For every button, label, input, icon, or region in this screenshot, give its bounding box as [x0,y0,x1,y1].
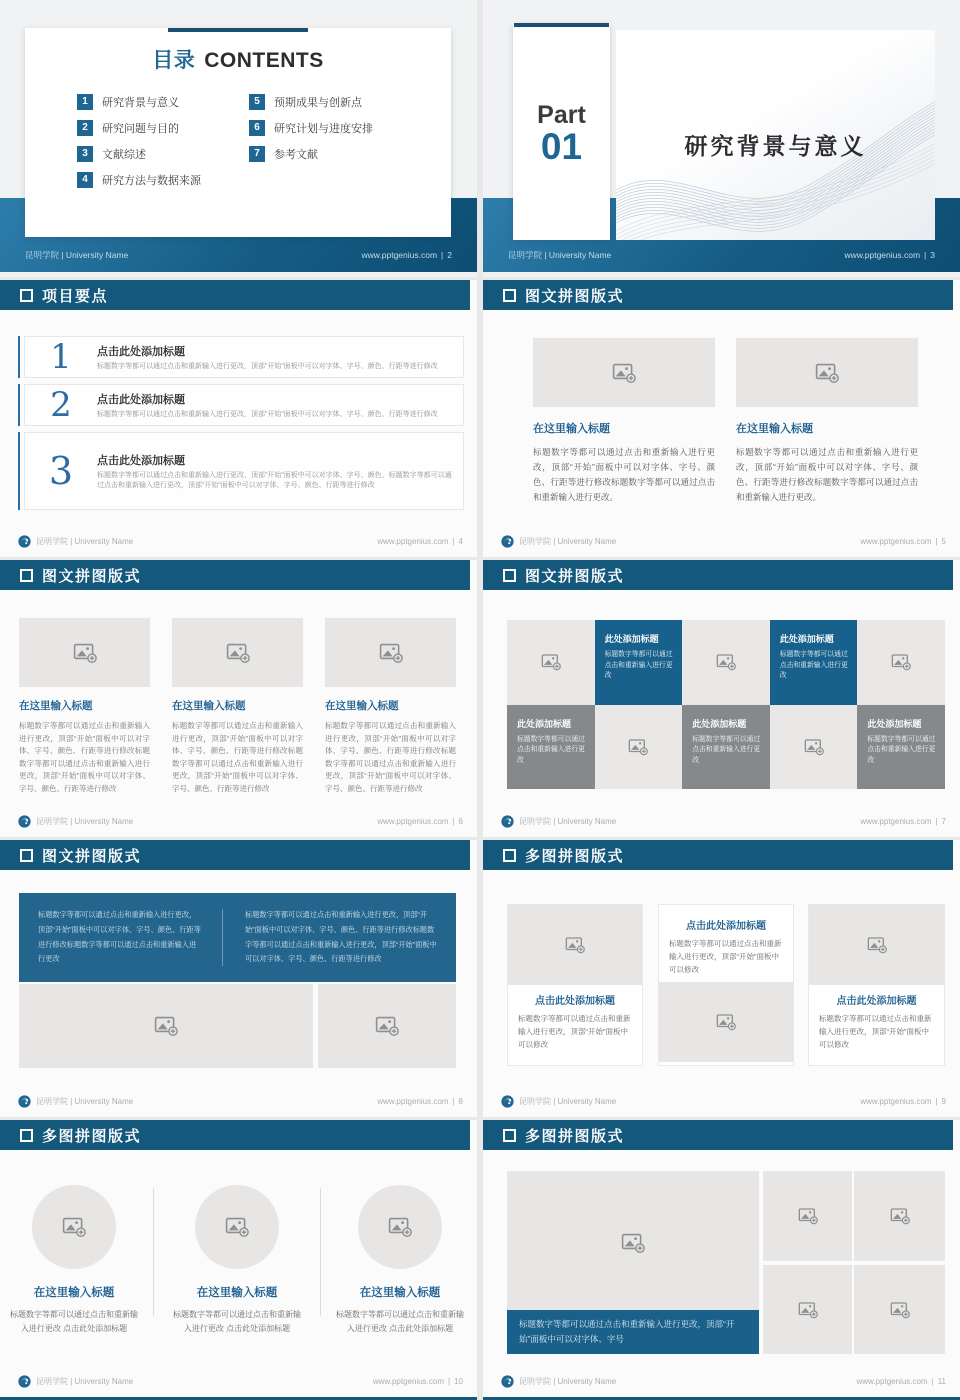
slide-footer [18,1094,463,1108]
slide-footer [501,814,946,828]
image-placeholder [682,620,770,705]
slide-footer [18,814,463,828]
image-placeholder-icon [867,935,887,955]
column-title: 在这里输入标题 [172,700,246,712]
content-column [19,618,150,795]
column-divider [153,1188,154,1316]
square-bullet-icon [503,289,516,302]
image-placeholder [358,1185,442,1269]
square-bullet-icon [20,1129,33,1142]
column-body: 标题数字等都可以通过点击和重新输入进行更改，顶部“开始”面板中可以对字体、字号、颜色、行距等进行修改标题数字等都可以通过点击和重新输入进行更改，顶部“开始”面板中可以对字体、字号、颜色、行距等进行修改 [19,721,150,793]
image-placeholder [595,705,683,790]
image-placeholder-icon [716,1012,736,1032]
page-number: 10 [454,1376,463,1386]
cell-body: 标题数字等都可以通过点击和重新输入进行更改 [779,651,848,679]
image-placeholder [770,705,858,790]
toc-item-label: 研究方法与数据来源 [102,175,201,187]
slide-thumbnail-part-01[interactable] [483,0,960,277]
slide-header-bar [483,1120,953,1150]
square-bullet-icon [20,849,33,862]
image-placeholder [325,618,456,687]
image-placeholder [508,905,642,985]
toc-item [77,120,229,136]
slide-footer [18,534,463,548]
toc-item-number: 4 [77,172,93,188]
footer-org: 昆明学院 | University Name [519,536,617,546]
column-title: 在这里输入标题 [196,1287,278,1299]
image-placeholder-icon [890,1300,910,1320]
toc-title [25,44,451,74]
university-logo [18,1095,31,1108]
slide-header-bar [0,280,470,310]
column-title: 在这里输入标题 [33,1287,115,1299]
page-number: 9 [941,1096,946,1106]
toc-columns [77,94,424,198]
banner-text-left: 标题数字等都可以通过点击和重新输入进行更改，顶部“开始”面板中可以对字体、字号、颜色、行距等进行修改标题数字等都可以通过点击和重新输入进行更改 [38,910,201,964]
column-body: 标题数字等都可以通过点击和重新输入进行更改，顶部“开始”面板中可以对字体、字号、颜色、行距等进行修改标题数字等都可以通过点击和重新输入进行更改，顶部“开始”面板中可以对字体、字号、颜色、行距等进行修改 [172,721,303,793]
section-title: 研究背景与意义 [684,133,867,159]
footer-site: www.pptgenius.com | 3 [844,250,935,260]
part-number: 01 [540,126,583,167]
slide-thumbnail-pic-text-2[interactable] [483,280,960,557]
footer-site: www.pptgenius.com | 6 [377,816,463,826]
part-label: Part [537,101,586,129]
slide-header-title: 图文拼图版式 [42,567,142,585]
slide-header-title: 多图拼图版式 [525,1127,625,1145]
mosaic-text-cell [682,705,770,790]
card-title: 点击此处添加标题 [686,921,766,932]
image-placeholder [854,1171,945,1261]
key-point-row [18,384,464,426]
footer-org: 昆明学院 | University Name [36,1096,134,1106]
card-body: 标题数字等都可以通过点击和重新输入进行更改，顶部“开始”面板中可以修改 [669,939,782,974]
image-placeholder-icon [226,641,250,665]
page-number: 8 [458,1096,463,1106]
banner-text-right: 标题数字等都可以通过点击和重新输入进行更改，顶部“开始”面板中可以对字体、字号、颜色、行距等进行修改标题数字等都可以通过点击和重新输入进行更改，顶部“开始”面板中可以对字体、字号、颜色、行距等进行修改 [245,910,437,964]
toc-item-number: 2 [77,120,93,136]
university-logo [18,535,31,548]
content-column [736,338,918,505]
image-placeholder-icon [541,652,561,672]
footer-site: www.pptgenius.com | 10 [372,1376,463,1386]
slide-footer [501,534,946,548]
image-placeholder-icon [798,1206,818,1226]
image-placeholder-icon [225,1215,249,1239]
toc-item-label: 参考文献 [274,149,318,161]
slide-footer [508,249,935,261]
content-card [658,904,794,1066]
slide-thumbnail-big-grid[interactable] [483,1120,960,1397]
content-column [171,1185,303,1336]
toc-item-label: 文献综述 [102,149,146,161]
toc-item-number: 5 [249,94,265,110]
page-number: 5 [941,536,946,546]
toc-card [25,28,451,237]
slide-header-title: 图文拼图版式 [525,567,625,585]
toc-item-label: 研究计划与进度安排 [274,123,373,135]
slide-thumbnail-toc[interactable] [0,0,477,277]
slide-header-bar [483,560,953,590]
image-placeholder [533,338,715,407]
page-number: 11 [937,1376,946,1386]
content-column [172,618,303,795]
image-placeholder [854,1265,945,1354]
university-logo [501,1375,514,1388]
mosaic-text-cell [507,705,595,790]
content-column [8,1185,140,1336]
slide-header-bar [0,1120,470,1150]
mosaic-grid [507,620,945,789]
column-body: 标题数字等都可以通过点击和重新输入进行更改，顶部“开始”面板中可以对字体、字号、颜色、行距等进行修改标题数字等都可以通过点击和重新输入进行更改。 [736,447,918,502]
key-point-body: 标题数字等都可以通过点击和重新输入进行更改，顶部“开始”面板中可以对字体、字号、颜色、行距等进行修改 [97,362,438,370]
card-body: 标题数字等都可以通过点击和重新输入进行更改，顶部“开始”面板中可以修改 [819,1014,932,1049]
image-placeholder [763,1171,852,1261]
square-bullet-icon [503,1129,516,1142]
slide-thumbnail-mosaic[interactable] [483,560,960,837]
image-placeholder [19,618,150,687]
column-body: 标题数字等都可以通过点击和重新输入进行更改 点击此处添加标题 [10,1310,138,1333]
footer-site: www.pptgenius.com | 11 [856,1376,946,1386]
toc-item-number: 1 [77,94,93,110]
toc-item [77,172,229,188]
key-point-number: 2 [50,385,72,425]
slide-header-title: 多图拼图版式 [42,1127,142,1145]
university-logo [501,535,514,548]
toc-item-label: 研究问题与目的 [102,123,179,135]
image-placeholder [736,338,918,407]
toc-item-number: 6 [249,120,265,136]
image-placeholder-icon [716,652,736,672]
square-bullet-icon [20,569,33,582]
footer-site: www.pptgenius.com | 8 [377,1096,463,1106]
cell-title: 此处添加标题 [604,634,659,644]
footer-site: www.pptgenius.com | 7 [860,816,946,826]
slide-footer [501,1374,946,1388]
image-placeholder [32,1185,116,1269]
university-logo [18,815,31,828]
card-top-bar [168,28,308,32]
slide-thumbnail-key-points[interactable] [0,280,477,557]
footer-org: 昆明学院 | University Name [36,1376,134,1386]
footer-org: 昆明学院 | University Name [519,816,617,826]
key-point-body: 标题数字等都可以通过点击和重新输入进行更改，顶部“开始”面板中可以对字体、字号、颜色、标题数字等都可以通过点击和重新输入进行更改，顶部“开始”面板中可以对字体、字号、颜色、行距等进行修改 [97,472,452,489]
university-logo [501,815,514,828]
key-point-row [18,432,464,510]
column-body: 标题数字等都可以通过点击和重新输入进行更改 点击此处添加标题 [336,1310,464,1333]
mosaic-text-cell [770,620,858,705]
toc-title-en: CONTENTS [204,49,324,72]
key-point-body: 标题数字等都可以通过点击和重新输入进行更改，顶部“开始”面板中可以对字体、字号、颜色、行距等进行修改 [97,410,438,418]
image-placeholder [195,1185,279,1269]
card-top-bar [514,23,609,27]
caption-bar: 标题数字等都可以通过点击和重新输入进行更改，顶部“开始”面板中可以对字体、字号 [507,1310,759,1354]
content-column [325,618,456,795]
cell-body: 标题数字等都可以通过点击和重新输入进行更改 [517,735,585,764]
column-title: 在这里输入标题 [19,700,93,712]
card-body: 标题数字等都可以通过点击和重新输入进行更改，顶部“开始”面板中可以修改 [518,1014,631,1049]
slide-thumbnail-pic-text-3[interactable] [0,560,477,837]
image-placeholder-icon [804,737,824,757]
key-point-number: 1 [50,337,72,377]
cell-title: 此处添加标题 [779,634,834,644]
toc-item [249,146,424,162]
page-number: 2 [447,250,452,260]
column-title: 在这里输入标题 [736,423,813,435]
image-placeholder-icon [375,1014,399,1038]
page-number: 4 [458,536,463,546]
image-placeholder-icon [565,935,585,955]
image-placeholder [809,905,944,985]
toc-column-left [77,94,229,198]
column-body: 标题数字等都可以通过点击和重新输入进行更改 点击此处添加标题 [173,1310,301,1333]
key-point-row [18,336,464,378]
slide-thumbnail-circles[interactable] [0,1120,477,1397]
image-placeholder [19,984,313,1068]
content-card [808,904,945,1066]
column-title: 在这里输入标题 [325,700,399,712]
slide-thumbnail-banner-pics[interactable] [0,840,477,1117]
footer-org: 昆明学院 | University Name [25,250,129,260]
image-placeholder [507,620,595,705]
image-placeholder [318,984,456,1068]
image-placeholder-icon [891,652,911,672]
column-divider [320,1188,321,1316]
mosaic-text-cell [595,620,683,705]
image-placeholder-icon [612,361,636,385]
key-point-title: 点击此处添加标题 [97,393,185,406]
image-placeholder-icon [628,737,648,757]
key-point-title: 点击此处添加标题 [97,345,185,358]
university-logo [18,1375,31,1388]
image-placeholder [763,1265,852,1354]
footer-site: www.pptgenius.com | 9 [860,1096,946,1106]
cell-body: 标题数字等都可以通过点击和重新输入进行更改 [692,735,761,764]
slide-header-bar [0,840,470,870]
footer-site: www.pptgenius.com | 2 [361,250,452,260]
toc-item-label: 预期成果与创新点 [274,97,362,109]
toc-item-number: 7 [249,146,265,162]
image-placeholder-icon [154,1014,178,1038]
page-number: 6 [458,816,463,826]
page-number: 3 [930,250,935,260]
column-body: 标题数字等都可以通过点击和重新输入进行更改，顶部“开始”面板中可以对字体、字号、颜色、行距等进行修改标题数字等都可以通过点击和重新输入进行更改，顶部“开始”面板中可以对字体、字号、颜色、行距等进行修改 [325,721,456,793]
cell-body: 标题数字等都可以通过点击和重新输入进行更改 [604,651,673,679]
footer-org: 昆明学院 | University Name [519,1376,617,1386]
part-card [513,23,610,240]
slide-header-title: 项目要点 [42,287,109,305]
content-column [334,1185,466,1336]
content-card [507,904,643,1066]
toc-item [249,120,424,136]
key-point-number: 3 [48,449,74,493]
cell-title: 此处添加标题 [517,718,572,729]
image-placeholder [857,620,945,705]
toc-item [77,94,229,110]
slide-header-bar [483,840,953,870]
image-placeholder-icon [379,641,403,665]
image-placeholder-icon [798,1300,818,1320]
column-title: 在这里输入标题 [359,1287,441,1299]
image-placeholder-icon [62,1215,86,1239]
slide-footer [18,1374,463,1388]
footer-org: 昆明学院 | University Name [519,1096,617,1106]
toc-item-label: 研究背景与意义 [102,97,179,109]
mosaic-text-cell [857,705,945,790]
university-logo [501,1095,514,1108]
cell-body: 标题数字等都可以通过点击和重新输入进行更改 [867,735,936,764]
toc-item [77,146,229,162]
slide-thumbnail-multi-cards[interactable] [483,840,960,1117]
image-placeholder [172,618,303,687]
toc-item [249,94,424,110]
slide-footer [501,1094,946,1108]
slide-header-bar [483,280,953,310]
cell-title: 此处添加标题 [692,718,747,729]
footer-org: 昆明学院 | University Name [36,536,134,546]
section-cover-image [616,30,935,240]
card-title: 点击此处添加标题 [535,996,615,1007]
image-placeholder-icon [73,641,97,665]
image-placeholder [659,982,793,1062]
toc-title-zh: 目录 [152,49,196,72]
slide-header-title: 多图拼图版式 [525,847,625,865]
slide-header-bar [0,560,470,590]
content-column [533,338,715,505]
column-title: 在这里输入标题 [533,423,610,435]
footer-org: 昆明学院 | University Name [508,250,612,260]
toc-item-number: 3 [77,146,93,162]
image-placeholder-icon [388,1215,412,1239]
image-placeholder-icon [815,361,839,385]
footer-org: 昆明学院 | University Name [36,816,134,826]
cell-title: 此处添加标题 [867,718,922,729]
column-body: 标题数字等都可以通过点击和重新输入进行更改，顶部“开始”面板中可以对字体、字号、颜色、行距等进行修改标题数字等都可以通过点击和重新输入进行更改。 [533,447,715,502]
square-bullet-icon [503,569,516,582]
square-bullet-icon [503,849,516,862]
slide-footer [25,249,452,261]
toc-column-right [249,94,424,198]
image-placeholder-icon [621,1231,645,1255]
card-title: 点击此处添加标题 [836,996,917,1007]
footer-site: www.pptgenius.com | 4 [377,536,463,546]
page-number: 7 [941,816,946,826]
image-placeholder-icon [890,1206,910,1226]
slide-header-title: 图文拼图版式 [525,287,625,305]
text-banner [19,893,456,982]
square-bullet-icon [20,289,33,302]
footer-site: www.pptgenius.com | 5 [860,536,946,546]
banner-divider [222,909,223,966]
slide-header-title: 图文拼图版式 [42,847,142,865]
key-point-title: 点击此处添加标题 [97,455,185,467]
